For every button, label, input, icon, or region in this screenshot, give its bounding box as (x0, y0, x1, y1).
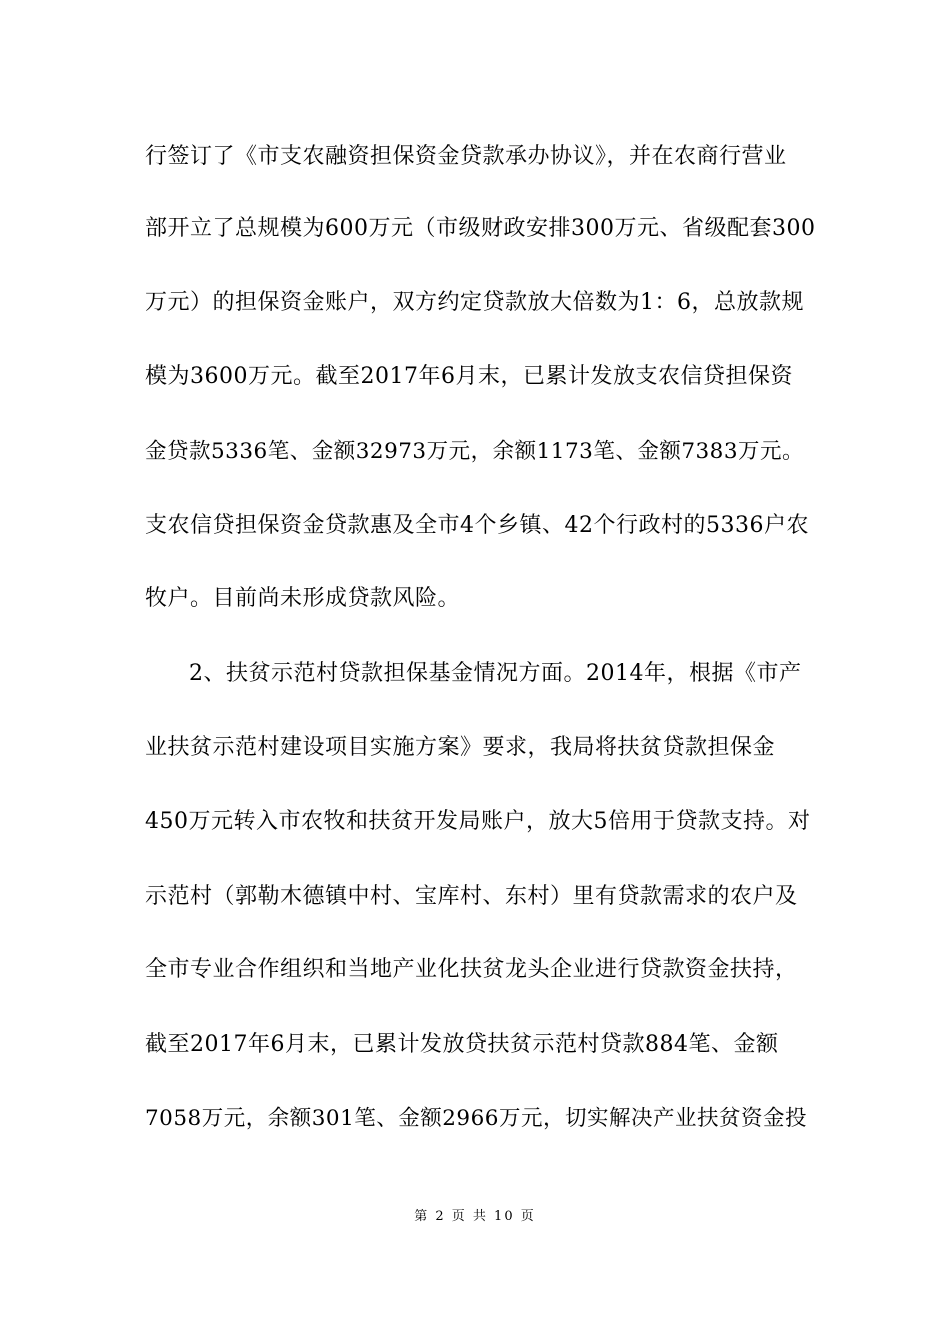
paragraph-line: 万元）的担保资金账户，双方约定贷款放大倍数为1：6，总放款规 (145, 290, 804, 315)
paragraph-line: 450万元转入市农牧和扶贫开发局账户，放大5倍用于贷款支持。对 (145, 809, 811, 834)
paragraph-line: 示范村（郭勒木德镇中村、宝库村、东村）里有贷款需求的农户及 (145, 884, 798, 909)
paragraph-line: 截至2017年6月末，已累计发放贷扶贫示范村贷款884笔、金额 (145, 1032, 779, 1057)
paragraph-line: 全市专业合作组织和当地产业化扶贫龙头企业进行贷款资金扶持， (145, 957, 798, 982)
paragraph-line: 业扶贫示范村建设项目实施方案》要求，我局将扶贫贷款担保金 (145, 735, 776, 760)
paragraph-line: 支农信贷担保资金贷款惠及全市4个乡镇、42个行政村的5336户农 (145, 513, 809, 538)
paragraph-line: 7058万元，余额301笔、金额2966万元，切实解决产业扶贫资金投 (145, 1106, 807, 1131)
paragraph-line: 金贷款5336笔、金额32973万元，余额1173笔、金额7383万元。 (145, 439, 805, 464)
paragraph-line: 牧户。目前尚未形成贷款风险。 (145, 586, 461, 611)
paragraph-line: 2、扶贫示范村贷款担保基金情况方面。2014年，根据《市产 (189, 661, 802, 686)
paragraph-line: 模为3600万元。截至2017年6月末，已累计发放支农信贷担保资 (145, 364, 793, 389)
paragraph-line: 行签订了《市支农融资担保资金贷款承办协议》，并在农商行营业 (145, 144, 787, 169)
paragraph-line: 部开立了总规模为600万元（市级财政安排300万元、省级配套300 (145, 216, 816, 241)
page-number-footer: 第 2 页 共 10 页 (414, 1209, 536, 1224)
